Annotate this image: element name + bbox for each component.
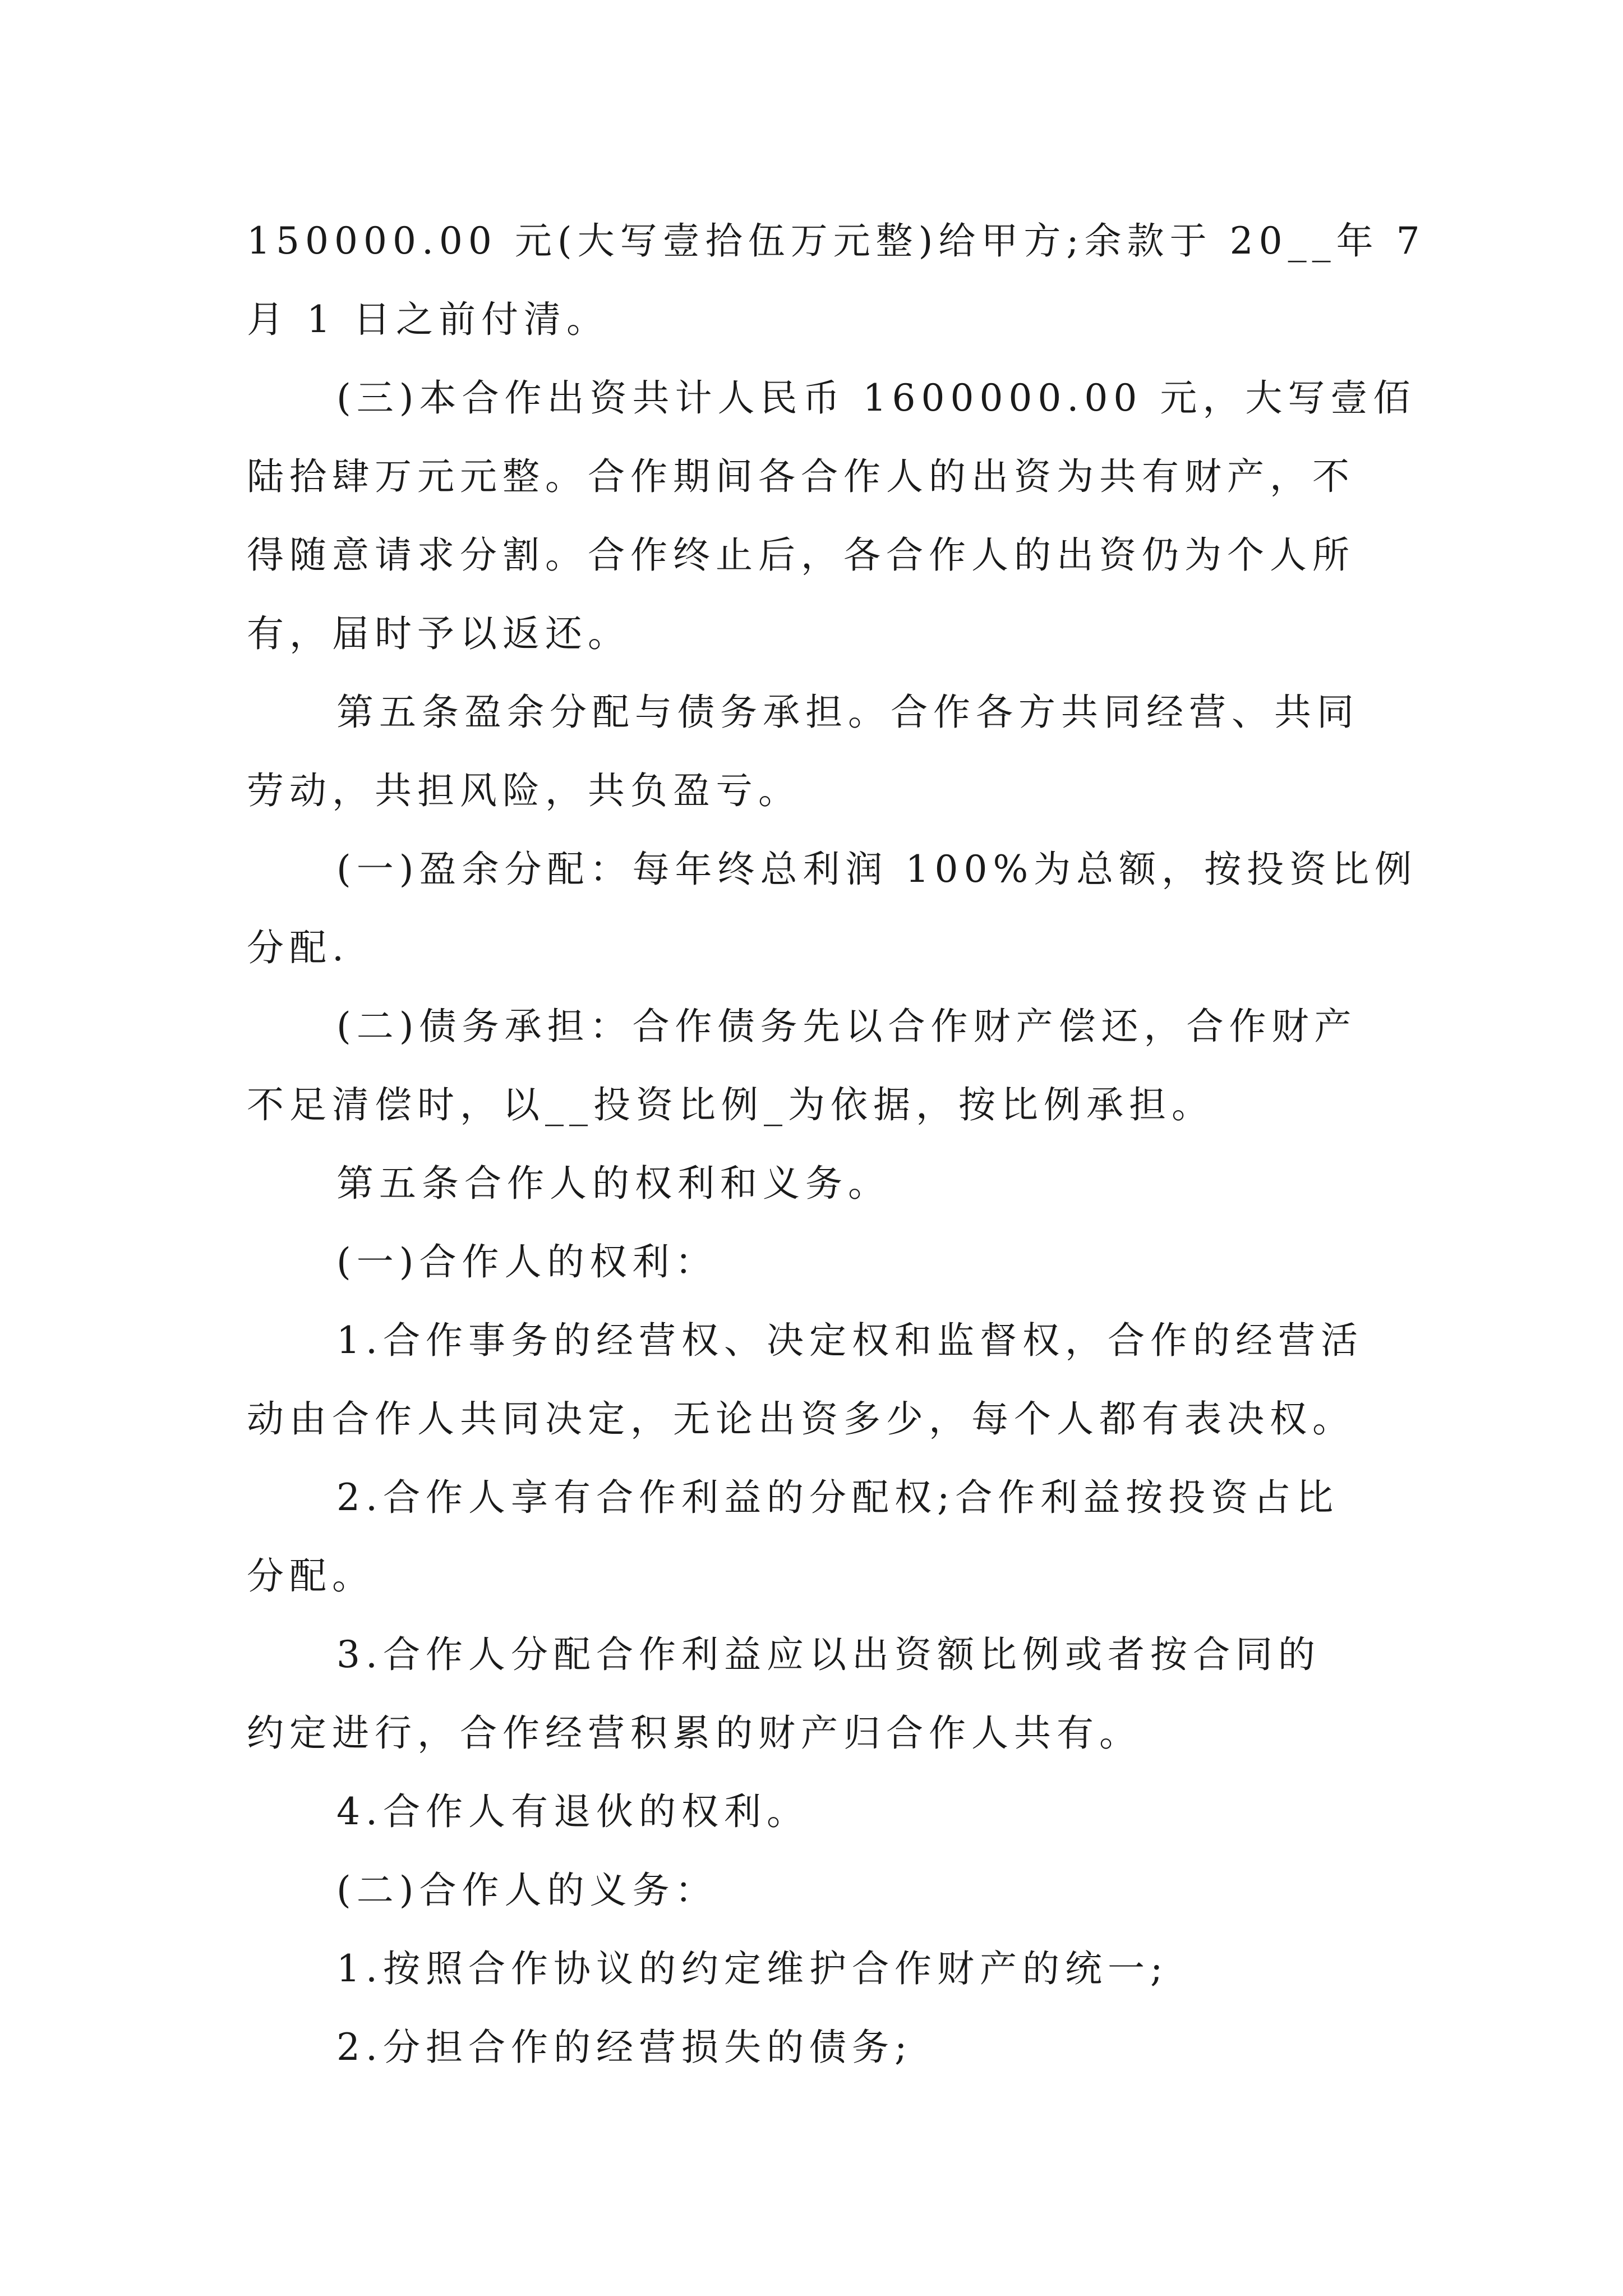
text-line: 150000.00 元(大写壹拾伍万元整)给甲方;余款于 20__年 7 bbox=[247, 219, 1426, 263]
text-line: 分配. bbox=[247, 926, 349, 969]
text-line: (二)合作人的义务： bbox=[336, 1869, 718, 1912]
text-line: 2.合作人享有合作利益的分配权;合作利益按投资占比 bbox=[336, 1476, 1339, 1519]
text-line: 陆拾肆万元元整。合作期间各合作人的出资为共有财产，不 bbox=[247, 455, 1355, 498]
text-line: 3.合作人分配合作利益应以出资额比例或者按合同的 bbox=[336, 1633, 1321, 1676]
text-line: (一)合作人的权利： bbox=[336, 1240, 718, 1283]
text-line: (二)债务承担：合作债务先以合作财产偿还，合作财产 bbox=[336, 1005, 1357, 1048]
text-line: 第五条盈余分配与债务承担。合作各方共同经营、共同 bbox=[336, 691, 1359, 734]
text-line: 月 1 日之前付清。 bbox=[247, 298, 609, 341]
text-line: (一)盈余分配：每年终总利润 100%为总额，按投资比例 bbox=[336, 848, 1418, 891]
text-line: (三)本合作出资共计人民币 1600000.00 元，大写壹佰 bbox=[336, 376, 1416, 420]
text-line: 约定进行，合作经营积累的财产归合作人共有。 bbox=[247, 1711, 1142, 1755]
text-line: 4.合作人有退伙的权利。 bbox=[336, 1790, 809, 1833]
text-line: 得随意请求分割。合作终止后，各合作人的出资仍为个人所 bbox=[247, 533, 1355, 577]
text-line: 2.分担合作的经营损失的债务; bbox=[336, 2026, 913, 2069]
text-line: 1.按照合作协议的约定维护合作财产的统一; bbox=[336, 1947, 1169, 1990]
text-line: 不足清偿时，以__投资比例_为依据，按比例承担。 bbox=[247, 1083, 1214, 1126]
text-line: 有，届时予以返还。 bbox=[247, 612, 630, 655]
text-line: 劳动，共担风险，共负盈亏。 bbox=[247, 769, 801, 812]
text-line: 1.合作事务的经营权、决定权和监督权，合作的经营活 bbox=[336, 1319, 1363, 1362]
text-line: 动由合作人共同决定，无论出资多少，每个人都有表决权。 bbox=[247, 1397, 1355, 1441]
text-line: 分配。 bbox=[247, 1554, 375, 1598]
text-line: 第五条合作人的权利和义务。 bbox=[336, 1162, 891, 1205]
